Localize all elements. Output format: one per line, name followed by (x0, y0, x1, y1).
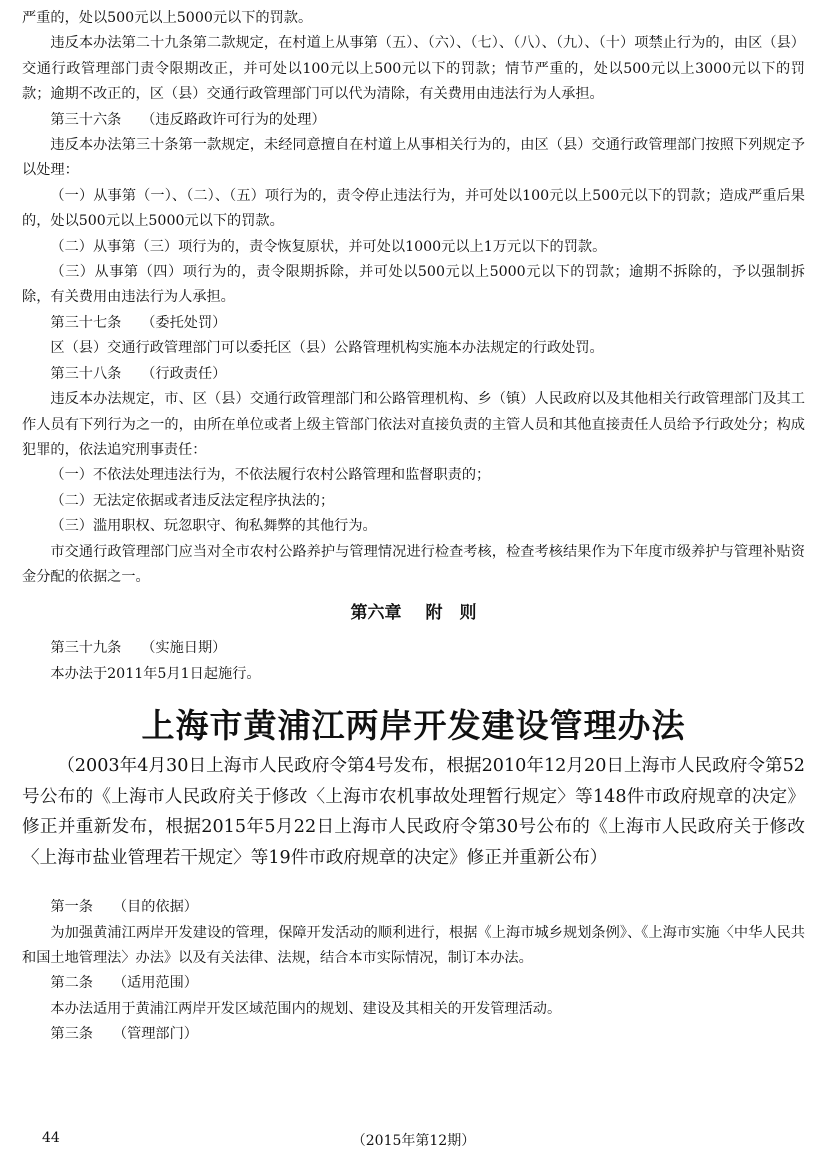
article-title: （适用范围） (112, 975, 198, 992)
article-heading-2 (22, 971, 805, 996)
article-title: （违反路政许可行为的处理） (141, 111, 326, 128)
article-number: 第三十九条 (50, 640, 122, 657)
paragraph: （一）不依法处理违法行为，不依法履行农村公路管理和监督职责的； (50, 467, 491, 484)
paragraph: 为加强黄浦江两岸开发建设的管理，保障开发活动的顺利进行，根据《上海市城乡规划条例》、《上海市实施〈中华人民共和国土地管理法〉办法》以及有关法律、法规，结合本市实际情况，制订本办法。 (22, 924, 805, 966)
article-number: 第三条 (50, 1026, 93, 1043)
paragraph: 区（县）交通行政管理部门可以委托区（县）公路管理机构实施本办法规定的行政处罚。 (50, 340, 604, 357)
upper-section (22, 6, 805, 590)
paragraph: 市交通行政管理部门应当对全市农村公路养护与管理情况进行检查考核，检查考核结果作为下年度市级养护与管理补贴资金分配的依据之一。 (22, 543, 805, 585)
paragraph: （一）从事第（一）、（二）、（五）项行为的，责令停止违法行为，并可处以100元以上500元以下的罚款；造成严重后果的，处以500元以上5000元以下的罚款。 (22, 187, 805, 230)
spacer (22, 873, 805, 895)
chapter-heading (22, 598, 805, 628)
article-heading-39 (22, 636, 805, 661)
article-heading-1 (22, 895, 805, 920)
paragraph: 本办法于2011年5月1日起施行。 (50, 665, 261, 682)
article-title: （委托处罚） (141, 314, 227, 331)
article-heading-3 (22, 1022, 805, 1047)
article-title: （目的依据） (112, 899, 198, 916)
paragraph: （二）无法定依据或者违反法定程序执法的； (50, 492, 335, 509)
article-number: 第三十八条 (50, 365, 122, 382)
document-title: 上海市黄浦江两岸开发建设管理办法 (141, 706, 686, 746)
issue-label: （2015年第12期） (351, 1133, 476, 1149)
paragraph: 违反本办法规定，市、区（县）交通行政管理部门和公路管理机构、乡（镇）人民政府以及其他相关行政管理部门及其工作人员有下列行为之一的，由所在单位或者上级主管部门依法对直接负责的主管人员和其他直接责任人员给予行政处分；构成犯罪的，依法追究刑事责任： (22, 391, 805, 458)
paragraph: 严重的，处以500元以上5000元以下的罚款。 (22, 10, 313, 26)
chapter-six-section (22, 636, 805, 687)
article-number: 第二条 (50, 975, 93, 992)
article-heading-37 (22, 311, 805, 336)
paragraph: （三）从事第（四）项行为的，责令限期拆除，并可处以500元以上5000元以下的罚款；逾期不拆除的，予以强制拆除，有关费用由违法行为人承担。 (22, 264, 805, 306)
paragraph: 违反本办法第二十九条第二款规定，在村道上从事第（五）、（六）、（七）、（八）、（九）、（十）项禁止行为的，由区（县）交通行政管理部门责令限期改正，并可处以100元以上500元以下的罚款；情节严重的，处以500元以上3000元以下的罚款；逾期不改正的，区（县）交通行政管理部门可以代为清除，有关费用由违法行为人承担。 (22, 35, 805, 103)
paragraph: （二）从事第（三）项行为的，责令恢复原状，并可处以1000元以上1万元以下的罚款。 (50, 238, 607, 255)
article-title: （管理部门） (112, 1026, 198, 1043)
paragraph: 本办法适用于黄浦江两岸开发区域范围内的规划、建设及其相关的开发管理活动。 (50, 1000, 562, 1017)
article-heading-38 (22, 362, 805, 387)
lower-section (22, 895, 805, 1047)
document-preface: （2003年4月30日上海市人民政府令第4号发布，根据2010年12月20日上海市人民政府令第52号公布的《上海市人民政府关于修改〈上海市农机事故处理暂行规定〉等148件市政府规章的决定》修正并重新发布，根据2015年5月22日上海市人民政府令第30号公布的《上海市人民政府关于修改〈上海市盐业管理若干规定〉等19件市政府规章的决定》修正并重新公布） (22, 756, 805, 868)
page-footer (0, 1130, 827, 1154)
paragraph: （三）滥用职权、玩忽职守、徇私舞弊的其他行为。 (50, 518, 377, 535)
article-heading-36 (22, 108, 805, 133)
chapter-number: 第六章 (350, 603, 402, 624)
page-number: 44 (42, 1130, 60, 1146)
paragraph: 违反本办法第三十条第一款规定，未经同意擅自在村道上从事相关行为的，由区（县）交通行政管理部门按照下列规定予以处理： (22, 137, 805, 179)
article-title: （行政责任） (141, 365, 227, 382)
chapter-title: 附 则 (425, 603, 477, 624)
article-number: 第三十六条 (50, 111, 122, 128)
article-number: 第一条 (50, 899, 93, 916)
article-number: 第三十七条 (50, 314, 122, 331)
article-title: （实施日期） (141, 640, 227, 657)
